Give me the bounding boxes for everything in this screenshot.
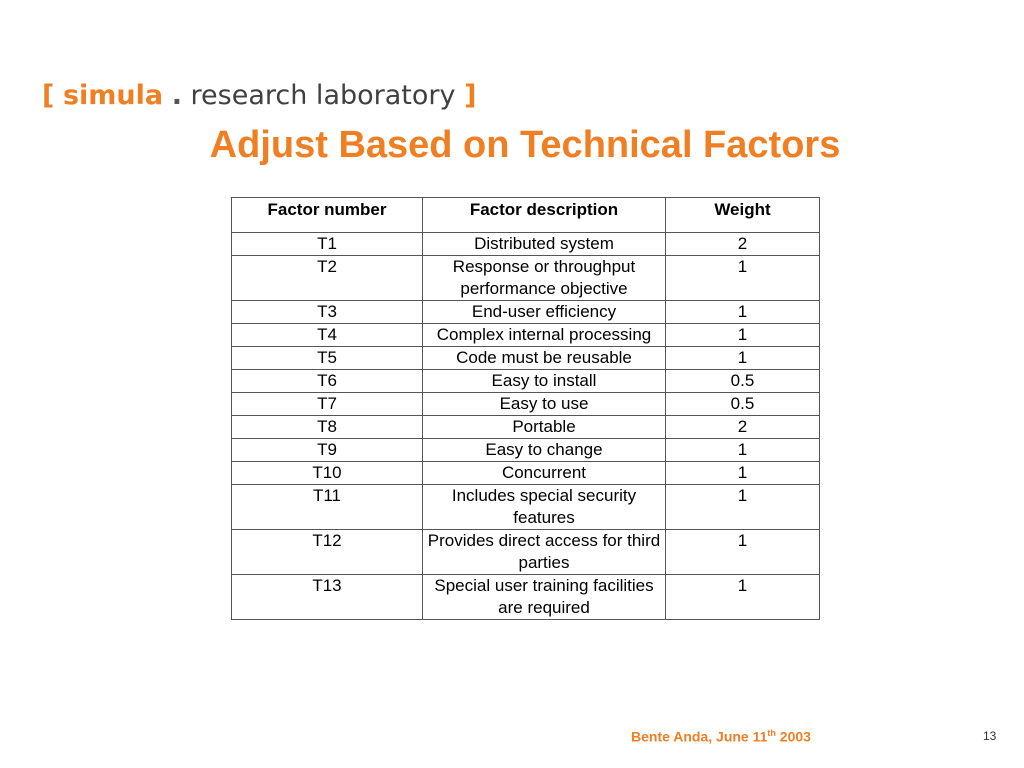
cell-factor-description: Concurrent: [423, 462, 666, 485]
footer-author-date: [631, 728, 811, 745]
header-factor-number: [232, 198, 423, 233]
cell-factor-description: Easy to use: [423, 393, 666, 416]
factors-table: [231, 197, 820, 620]
cell-factor-description: End-user efficiency: [423, 301, 666, 324]
cell-factor-description: Portable: [423, 416, 666, 439]
header-factor-description: [423, 198, 666, 233]
cell-weight: 1: [666, 485, 820, 530]
cell-weight: 1: [666, 256, 820, 301]
cell-weight: 1: [666, 324, 820, 347]
cell-factor-number: T3: [232, 301, 423, 324]
page-number: 13: [983, 729, 997, 743]
cell-factor-number: T9: [232, 439, 423, 462]
footer-year: 2003: [775, 728, 811, 745]
table-row: [232, 347, 820, 370]
table-row: [232, 575, 820, 620]
cell-factor-number: T12: [232, 530, 423, 575]
cell-factor-description: Easy to change: [423, 439, 666, 462]
cell-factor-number: T1: [232, 233, 423, 256]
table-row: [232, 485, 820, 530]
table-row: [232, 393, 820, 416]
footer-sup: th: [767, 728, 776, 738]
cell-factor-number: T4: [232, 324, 423, 347]
table-row: [232, 301, 820, 324]
table-row: [232, 439, 820, 462]
cell-factor-number: T13: [232, 575, 423, 620]
cell-weight: 1: [666, 462, 820, 485]
logo-open-bracket: [: [42, 80, 55, 111]
cell-factor-number: T2: [232, 256, 423, 301]
logo-dot: .: [171, 80, 182, 111]
cell-weight: 2: [666, 233, 820, 256]
cell-factor-description: Distributed system: [423, 233, 666, 256]
cell-factor-description: Provides direct access for third parties: [423, 530, 666, 575]
cell-factor-number: T5: [232, 347, 423, 370]
cell-factor-description: Special user training facilities are required: [423, 575, 666, 620]
cell-weight: 1: [666, 575, 820, 620]
cell-factor-description: Easy to install: [423, 370, 666, 393]
footer-author: Bente Anda, June 11: [631, 728, 768, 745]
table-header-row: [232, 198, 820, 233]
cell-weight: 0.5: [666, 393, 820, 416]
table-row: [232, 416, 820, 439]
cell-factor-number: T6: [232, 370, 423, 393]
header-weight-label: Weight: [714, 200, 771, 219]
table-row: [232, 233, 820, 256]
cell-weight: 1: [666, 301, 820, 324]
cell-factor-number: T10: [232, 462, 423, 485]
logo-simula: simula: [62, 80, 164, 111]
cell-factor-number: T8: [232, 416, 423, 439]
cell-factor-description: Response or throughput performance objective: [423, 256, 666, 301]
cell-weight: 1: [666, 530, 820, 575]
logo: [42, 78, 476, 114]
table-row: [232, 462, 820, 485]
table-row: [232, 324, 820, 347]
cell-factor-number: T11: [232, 485, 423, 530]
table-row: [232, 256, 820, 301]
logo-rest: research laboratory: [190, 80, 456, 111]
logo-close-bracket: ]: [464, 80, 477, 111]
cell-weight: 0.5: [666, 370, 820, 393]
header-factor-number-label: Factor number: [267, 200, 387, 219]
cell-factor-description: Code must be reusable: [423, 347, 666, 370]
cell-factor-description: Includes special security features: [423, 485, 666, 530]
slide-title: Adjust Based on Technical Factors: [209, 124, 841, 166]
cell-weight: 2: [666, 416, 820, 439]
table-row: [232, 370, 820, 393]
cell-weight: 1: [666, 439, 820, 462]
cell-factor-description: Complex internal processing: [423, 324, 666, 347]
header-weight: [666, 198, 820, 233]
cell-weight: 1: [666, 347, 820, 370]
table-row: [232, 530, 820, 575]
cell-factor-number: T7: [232, 393, 423, 416]
header-factor-description-label: Factor description: [469, 200, 619, 219]
